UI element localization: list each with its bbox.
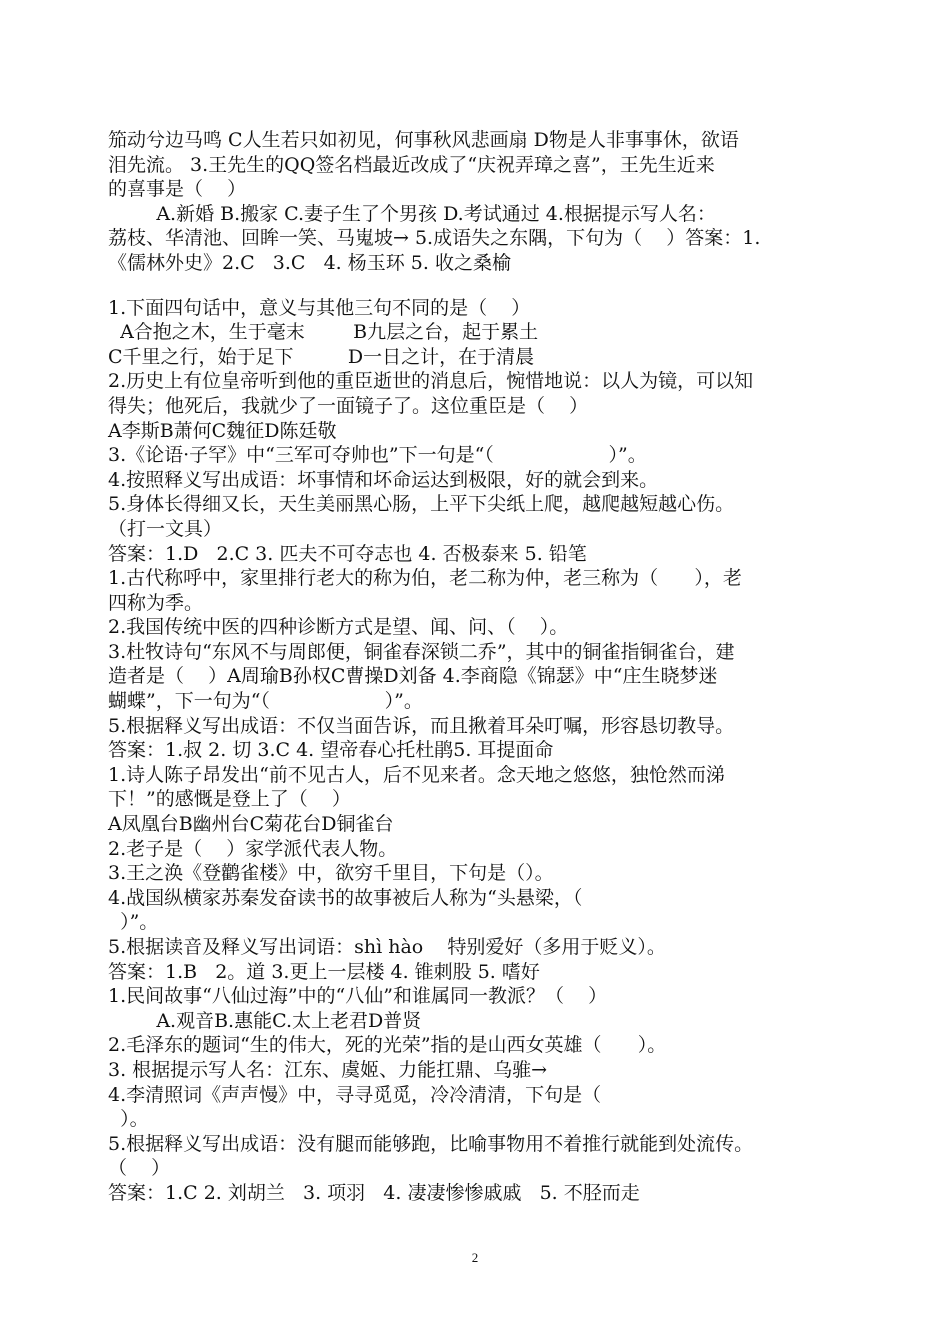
text-line: C千里之行，始于足下 D一日之计，在于清晨 <box>108 345 535 368</box>
text-line: 4.李清照词《声声慢》中，寻寻觅觅，冷冷清清，下句是（ <box>108 1083 602 1106</box>
text-line: 4.按照释义写出成语：坏事情和坏命运达到极限，好的就会到来。 <box>108 468 659 491</box>
text-line: 2.我国传统中医的四种诊断方式是望、闻、问、（ ）。 <box>108 616 569 639</box>
text-line: 蝴蝶”，下一句为“（ ）”。 <box>108 690 423 713</box>
text-line: 答案：1.B 2。道 3.更上一层楼 4. 锥刺股 5. 嗜好 <box>108 960 540 983</box>
text-line: 5.根据释义写出成语：不仅当面告诉，而且揪着耳朵叮嘱，形容恳切教导。 <box>108 714 735 737</box>
text-line: 1.民间故事“八仙过海”中的“八仙”和谁属同一教派？（ ） <box>108 985 608 1008</box>
text-line: 答案：1.叔 2. 切 3.C 4. 望帝春心托杜鹃5. 耳提面命 <box>108 739 554 762</box>
text-line: 3.王之涣《登鹳雀楼》中，欲穷千里目，下句是（）。 <box>108 862 554 885</box>
text-line: A合抱之木，生于毫末 B九层之台，起于累土 <box>108 321 539 344</box>
text-line: 的喜事是（ ） <box>108 178 247 201</box>
text-line: 答案：1.C 2. 刘胡兰 3. 项羽 4. 凄凄惨惨戚戚 5. 不胫而走 <box>108 1181 640 1204</box>
text-line: （打一文具） <box>108 517 223 540</box>
text-line: 荔枝、华清池、回眸一笑、马嵬坡→ 5.成语失之东隅，下句为（ ）答案：1. <box>108 227 761 250</box>
text-line: A凤凰台B幽州台C菊花台D铜雀台 <box>108 813 394 836</box>
text-line: 5.根据释义写出成语：没有腿而能够跑，比喻事物用不着推行就能到处流传。 <box>108 1132 754 1155</box>
text-line: 《儒林外史》2.C 3.C 4. 杨玉环 5. 收之桑榆 <box>108 251 511 274</box>
text-line: 4.战国纵横家苏秦发奋读书的故事被后人称为“头悬梁，（ <box>108 886 583 909</box>
text-line: 3. 根据提示写人名：江东、虞姬、力能扛鼎、乌骓→ <box>108 1058 548 1081</box>
text-line: 3.《论语·子罕》中“三军可夺帅也”下一句是“（ ）”。 <box>108 444 647 467</box>
blank-line <box>108 276 848 296</box>
text-line: A.观音B.惠能C.太上老君D普贤 <box>108 1009 422 1032</box>
text-line: A李斯B萧何C魏征D陈廷敬 <box>108 419 337 442</box>
text-line: 答案：1.D 2.C 3. 匹夫不可夺志也 4. 否极泰来 5. 铅笔 <box>108 542 587 565</box>
text-line: A.新婚 B.搬家 C.妻子生了个男孩 D.考试通过 4.根据提示写人名： <box>108 202 716 225</box>
text-line: 2.老子是（ ）家学派代表人物。 <box>108 837 398 860</box>
text-line: 2.毛泽东的题词“生的伟大，死的光荣”指的是山西女英雄（ ）。 <box>108 1034 667 1057</box>
text-line: 下！”的感慨是登上了（ ） <box>108 788 351 811</box>
document-body <box>108 128 848 1206</box>
text-line: 5.根据读音及释义写出词语：shì hào 特别爱好（多用于贬义）。 <box>108 936 666 958</box>
text-line: 1.下面四句话中，意义与其他三句不同的是（ ） <box>108 296 531 319</box>
text-line: 5.身体长得细又长，天生美丽黑心肠，上平下尖纸上爬，越爬越短越心伤。 <box>108 493 735 516</box>
text-line: 1.古代称呼中，家里排行老大的称为伯，老二称为仲，老三称为（ ），老 <box>108 567 742 590</box>
text-line: （ ） <box>108 1157 171 1180</box>
text-line: 2.历史上有位皇帝听到他的重臣逝世的消息后，惋惜地说：以人为镜，可以知 <box>108 370 754 393</box>
text-line: 造者是（ ）A周瑜B孙权C曹操D刘备 4.李商隐《锦瑟》中“庄生晓梦迷 <box>108 665 718 688</box>
text-line: ）”。 <box>108 911 159 934</box>
text-line: 泪先流。 3.王先生的QQ签名档最近改成了“庆祝弄璋之喜”，王先生近来 <box>108 153 715 176</box>
text-line: 笳动兮边马鸣 C人生若只如初见，何事秋风悲画扇 D物是人非事事休，欲语 <box>108 129 739 151</box>
text-line: 1.诗人陈子昂发出“前不见古人，后不见来者。念天地之悠悠，独怆然而涕 <box>108 763 725 786</box>
page-number: 2 <box>471 1250 479 1265</box>
text-line: ）。 <box>108 1108 149 1131</box>
text-line: 得失；他死后，我就少了一面镜子了。这位重臣是（ ） <box>108 394 589 417</box>
text-line: 四称为季。 <box>108 591 204 614</box>
text-line: 3.杜牧诗句“东风不与周郎便，铜雀春深锁二乔”，其中的铜雀指铜雀台，建 <box>108 640 735 663</box>
